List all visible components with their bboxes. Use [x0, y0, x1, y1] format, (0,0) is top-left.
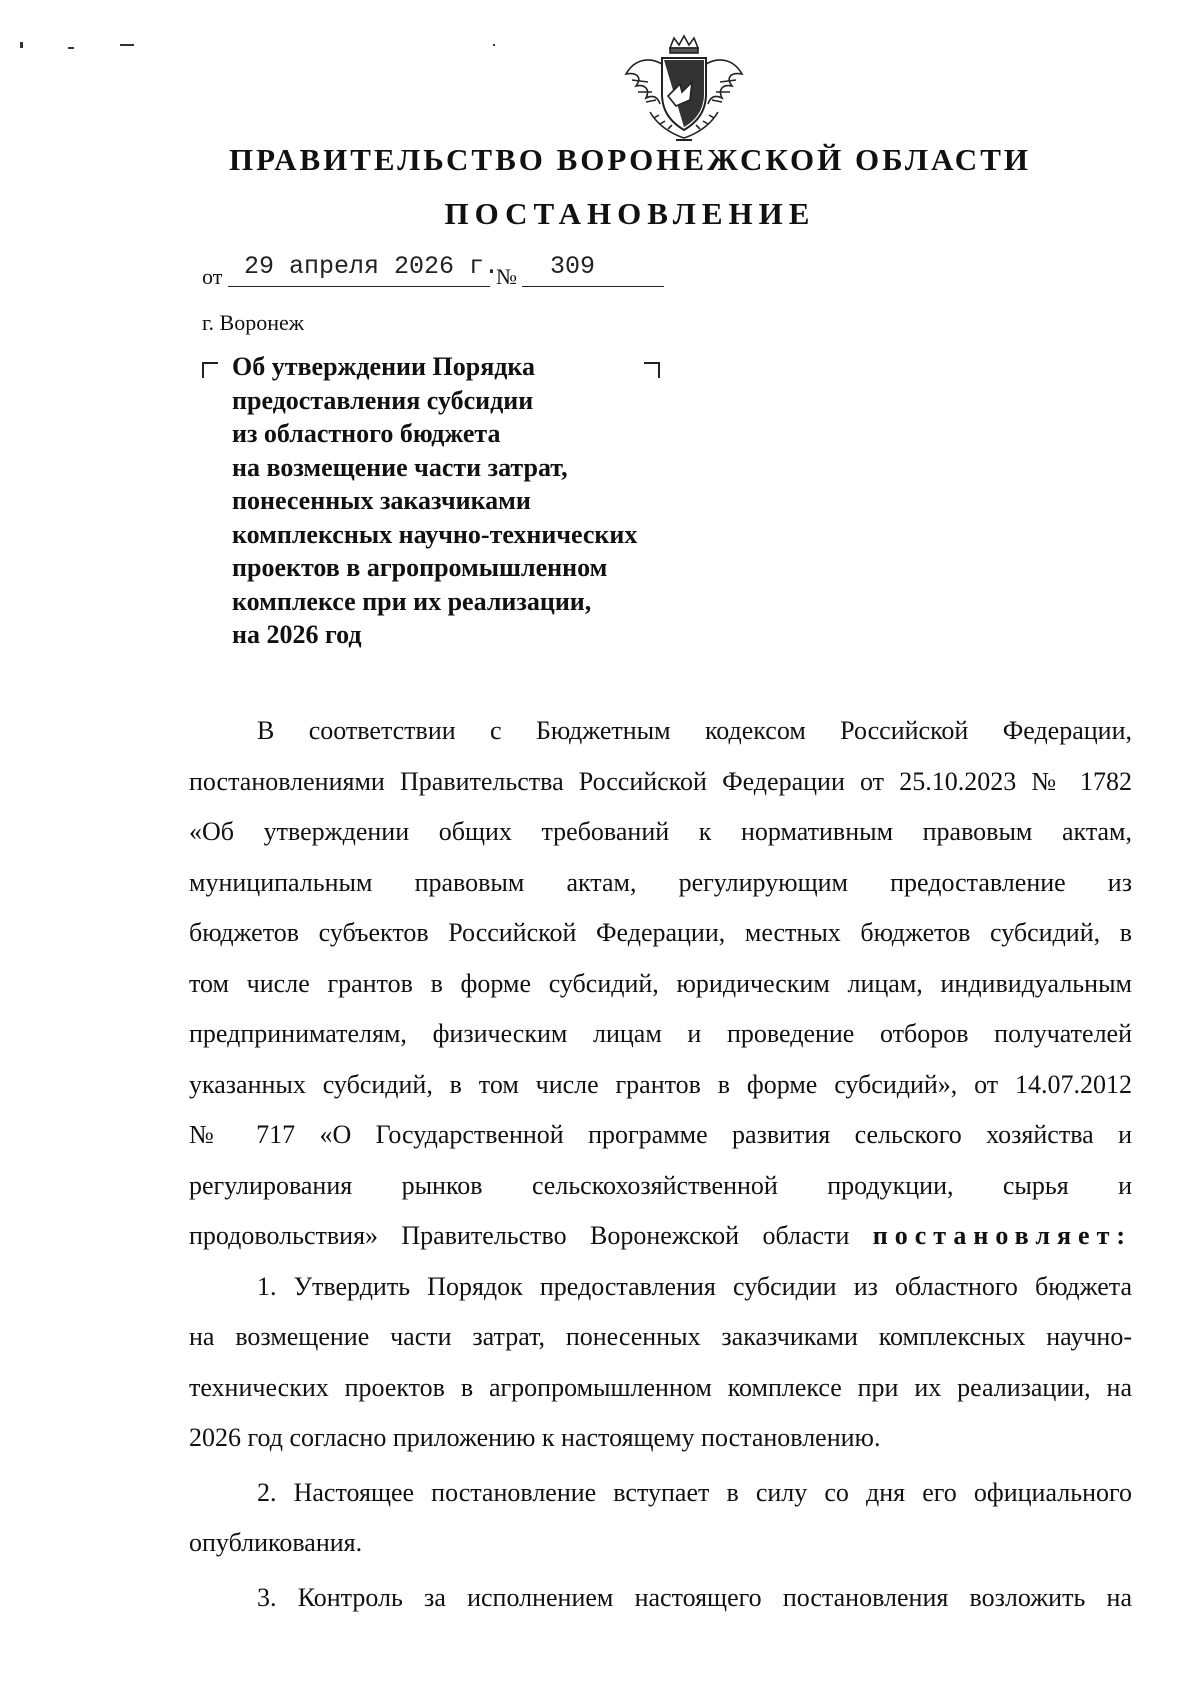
preamble-line-text: продовольствия» Правительство Воронежской области: [189, 1221, 850, 1250]
subject-line: комплексе при их реализации,: [232, 586, 592, 616]
preamble-line: регулирования рынков сельскохозяйственной продукции, сырья и: [189, 1170, 1132, 1200]
date-prefix: от: [202, 264, 223, 289]
city-label: г. Воронеж: [202, 310, 304, 335]
preamble-line: том числе грантов в форме субсидий, юридическим лицам, индивидуальным: [189, 968, 1132, 998]
preamble-line: В соответствии с Бюджетным кодексом Российской Федерации,: [257, 716, 1132, 745]
item-1-paragraph: [189, 1262, 1132, 1464]
subject-line: Об утверждении Порядка: [232, 352, 536, 381]
preamble-line: предпринимателям, физическим лицам и проведение отборов получателей: [189, 1019, 1132, 1048]
preamble-line: № 717 «О Государственной программе развития сельского хозяйства и: [189, 1120, 1132, 1149]
preamble-line: указанных субсидий, в том числе грантов в форме субсидий», от 14.07.2012: [189, 1069, 1132, 1099]
preamble-line: «Об утверждении общих требований к нормативным правовым актам,: [189, 817, 1132, 846]
number-value: 309: [550, 252, 596, 281]
subject-line: предоставления субсидии: [232, 385, 534, 415]
item-3-paragraph: [189, 1573, 1132, 1624]
item-2-line: 2. Настоящее постановление вступает в силу со дня его официального: [257, 1477, 1132, 1507]
coat-of-arms-icon: [618, 34, 750, 146]
number-underline: [522, 286, 664, 287]
subject-line: на 2026 год: [232, 620, 362, 649]
number-prefix: №: [496, 264, 517, 289]
subject-corner-left: [202, 362, 218, 378]
subject-line: комплексных научно-технических: [232, 519, 638, 549]
document-type-title: ПОСТАНОВЛЕНИЕ: [444, 196, 816, 231]
item-3-line: 3. Контроль за исполнением настоящего постановления возложить на: [257, 1582, 1132, 1612]
preamble-line: бюджетов субъектов Российской Федерации, местных бюджетов субсидий, в: [189, 918, 1132, 947]
subject-line: проектов в агропромышленном: [232, 553, 608, 582]
item-1-line: технических проектов в агропромышленном комплексе при их реализации, на: [189, 1372, 1132, 1402]
item-1-line: 1. Утвердить Порядок предоставления субсидии из областного бюджета: [257, 1271, 1132, 1301]
preamble-last-line: [189, 1211, 1132, 1262]
item-2-paragraph: [189, 1468, 1132, 1569]
scan-speck: [68, 47, 74, 49]
scan-speck: [20, 42, 23, 48]
date-underline: [228, 286, 490, 287]
document-body: [189, 706, 1132, 1623]
preamble-line: постановлениями Правительства Российской Федерации от 25.10.2023 № 1782: [189, 766, 1132, 796]
item-1-line: на возмещение части затрат, понесенных заказчиками комплексных научно-: [189, 1322, 1132, 1351]
item-2-line: опубликования.: [189, 1528, 363, 1557]
document-subject: [232, 350, 702, 652]
date-number-line: [202, 252, 672, 290]
subject-line: на возмещение части затрат,: [232, 452, 568, 482]
preamble-line: муниципальным правовым актам, регулирующим предоставление из: [189, 867, 1132, 897]
subject-line: из областного бюджета: [232, 419, 501, 448]
preamble-paragraph: [189, 706, 1132, 1262]
item-1-line: 2026 год согласно приложению к настоящему постановлению.: [189, 1423, 881, 1452]
scan-speck: [493, 44, 495, 46]
resolves-word: постановляет:: [872, 1221, 1132, 1250]
date-value: 29 апреля 2026 г.: [244, 252, 500, 281]
organization-title: ПРАВИТЕЛЬСТВО ВОРОНЕЖСКОЙ ОБЛАСТИ: [229, 142, 1031, 177]
scan-speck: [120, 44, 134, 46]
subject-line: понесенных заказчиками: [232, 486, 531, 515]
